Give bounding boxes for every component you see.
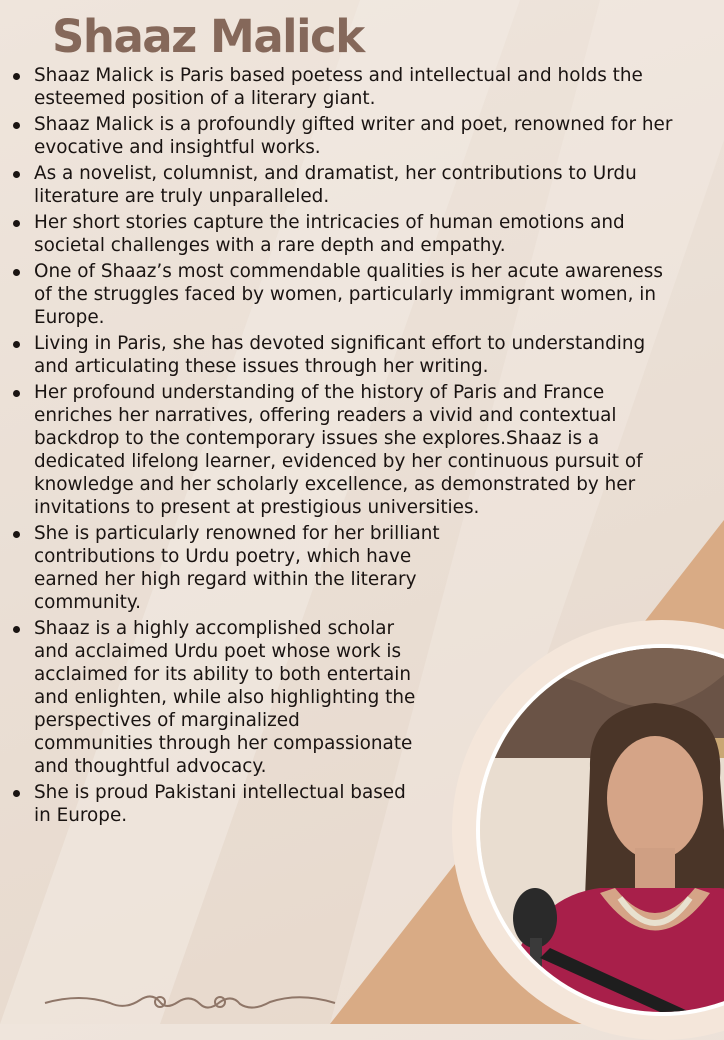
- bio-item: Shaaz Malick is a profoundly gifted writer and poet, renowned for her evocative and insightful works.: [10, 113, 674, 159]
- bio-item: Her profound understanding of the history of Paris and France enriches her narratives, offering readers a vivid and contextual backdrop to the contemporary issues she explores.Shaaz is a dedicated lifelong learner, evidenced by her continuous pursuit of knowledge and her scholarly excellence, as demonstrated by her invitations to present at prestigious universities.: [10, 381, 674, 519]
- decorative-flourish: [40, 988, 340, 1018]
- bio-item: Living in Paris, she has devoted significant effort to understanding and articulating these issues through her writing.: [10, 332, 674, 378]
- bio-item: She is proud Pakistani intellectual based in Europe.: [10, 781, 424, 827]
- bio-item: As a novelist, columnist, and dramatist, her contributions to Urdu literature are truly unparalleled.: [10, 162, 674, 208]
- bio-item: Shaaz is a highly accomplished scholar and acclaimed Urdu poet whose work is acclaimed for its ability to both entertain and enlighten, while also highlighting the perspectives of marginalized communities through her compassionate and thoughtful advocacy.: [10, 617, 424, 778]
- bio-item: Shaaz Malick is Paris based poetess and intellectual and holds the esteemed position of a literary giant.: [10, 64, 674, 110]
- page-title: Shaaz Malick: [52, 10, 364, 63]
- bio-item: One of Shaaz’s most commendable qualities is her acute awareness of the struggles faced by women, particularly immigrant women, in Europe.: [10, 260, 674, 329]
- bio-item: She is particularly renowned for her brilliant contributions to Urdu poetry, which have earned her high regard within the literary community.: [10, 522, 454, 614]
- bio-item: Her short stories capture the intricacies of human emotions and societal challenges with a rare depth and empathy.: [10, 211, 674, 257]
